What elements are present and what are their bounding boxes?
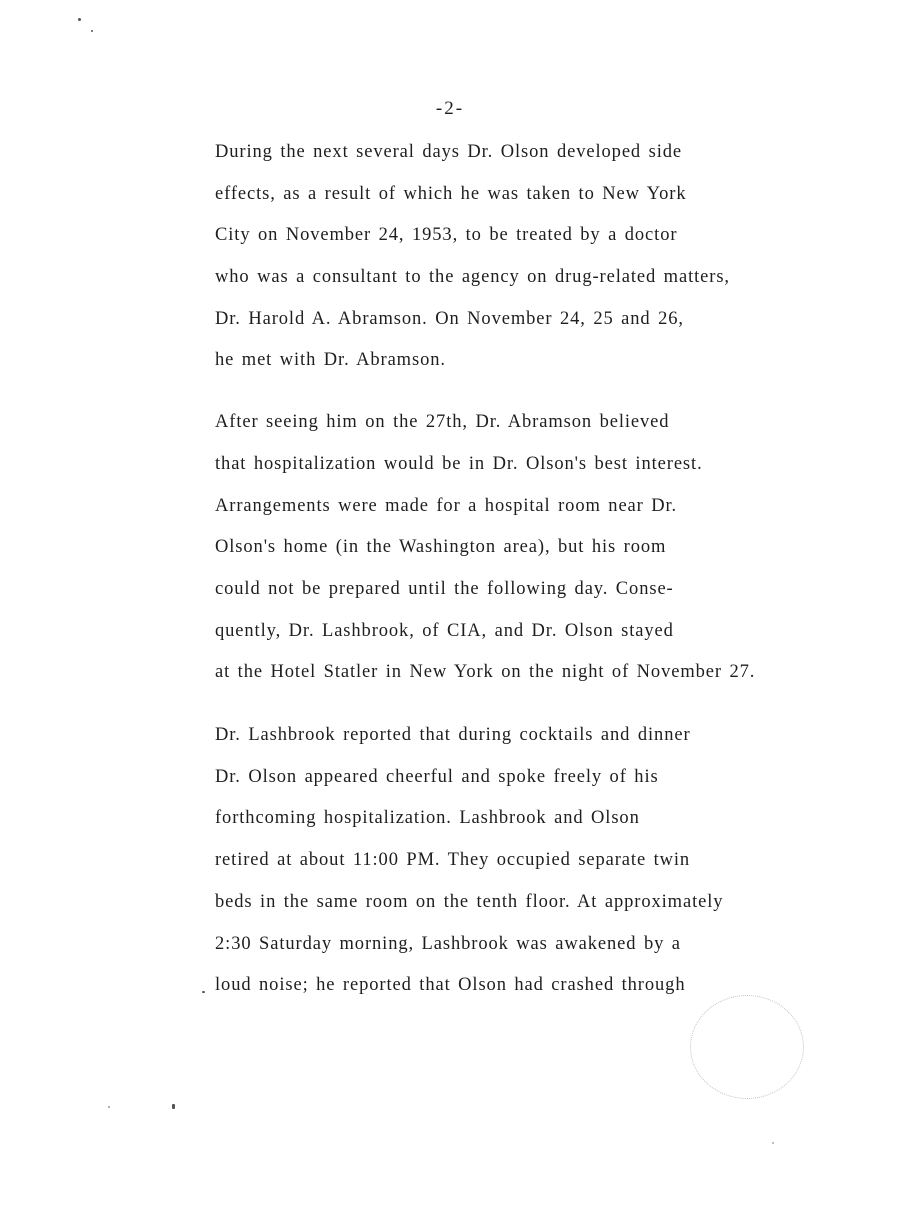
text-line: Dr. Lashbrook reported that during cocktails and dinner <box>215 725 691 745</box>
faint-seal-stamp <box>690 995 804 1099</box>
text-line: forthcoming hospitalization. Lashbrook and Olson <box>215 808 640 828</box>
scan-speck <box>202 991 205 993</box>
text-line: Arrangements were made for a hospital room near Dr. <box>215 496 678 516</box>
scan-speck <box>78 18 81 21</box>
text-line: During the next several days Dr. Olson developed side <box>215 142 683 162</box>
scan-speck <box>91 30 93 32</box>
text-line: 2:30 Saturday morning, Lashbrook was awakened by a <box>215 934 681 954</box>
text-line: at the Hotel Statler in New York on the night of November 27. <box>215 662 756 682</box>
text-line: loud noise; he reported that Olson had crashed through <box>215 975 686 995</box>
text-line: retired at about 11:00 PM. They occupied separate twin <box>215 850 691 870</box>
text-line: who was a consultant to the agency on drug-related matters, <box>215 267 730 287</box>
text-line: could not be prepared until the following day. Conse- <box>215 579 674 599</box>
page-number: -2- <box>435 98 465 119</box>
text-line: he met with Dr. Abramson. <box>215 350 446 370</box>
text-line: that hospitalization would be in Dr. Olson's best interest. <box>215 454 703 474</box>
text-line: After seeing him on the 27th, Dr. Abramson believed <box>215 412 670 432</box>
scan-speck <box>772 1142 774 1144</box>
scan-speck <box>172 1104 175 1109</box>
text-line: beds in the same room on the tenth floor. At approximately <box>215 892 724 912</box>
text-line: City on November 24, 1953, to be treated by a doctor <box>215 225 678 245</box>
scan-speck <box>108 1106 110 1108</box>
text-line: Olson's home (in the Washington area), but his room <box>215 537 667 557</box>
text-line: effects, as a result of which he was taken to New York <box>215 184 687 204</box>
text-line: quently, Dr. Lashbrook, of CIA, and Dr. Olson stayed <box>215 621 674 641</box>
text-line: Dr. Harold A. Abramson. On November 24, 25 and 26, <box>215 309 684 329</box>
text-line: Dr. Olson appeared cheerful and spoke freely of his <box>215 767 659 787</box>
